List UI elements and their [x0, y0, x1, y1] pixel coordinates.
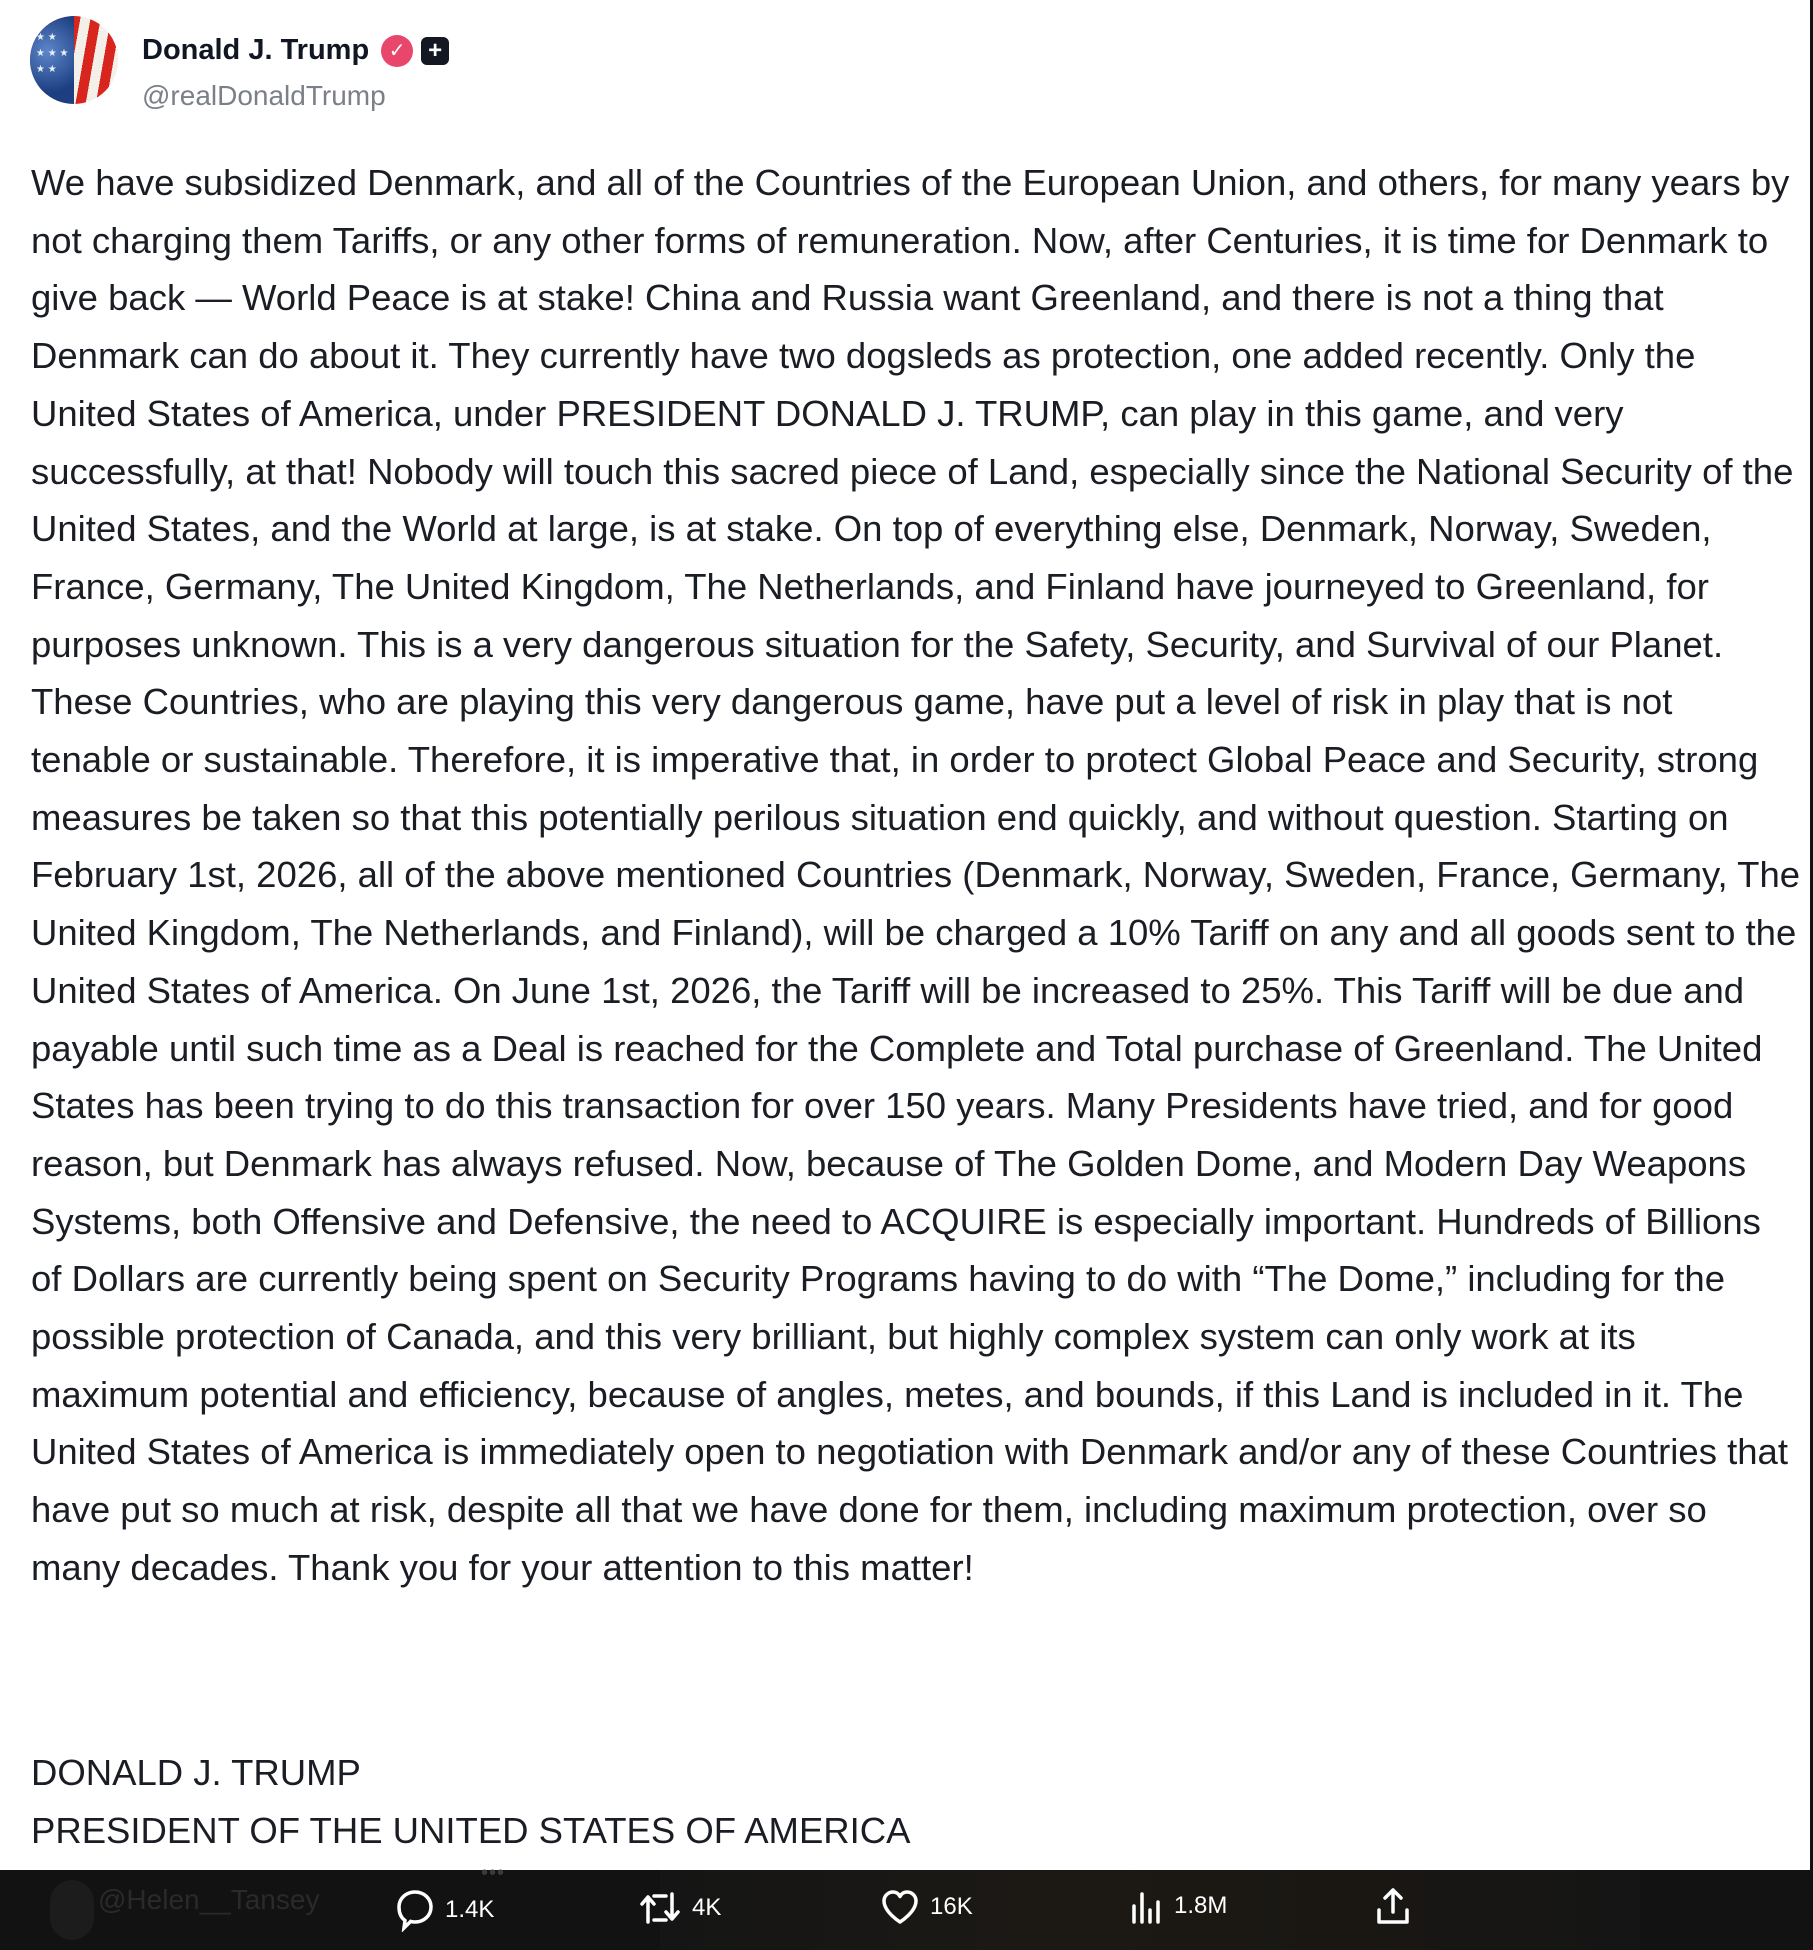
like-count: 16K	[930, 1893, 973, 1920]
background-handle: @Helen__Tansey	[98, 1884, 320, 1915]
reply-count: 1.4K	[445, 1896, 495, 1923]
heart-icon	[880, 1888, 920, 1926]
verified-badge-icon: ✓	[381, 35, 413, 67]
author-handle[interactable]: @realDonaldTrump	[142, 80, 386, 111]
author-display-name[interactable]: Donald J. Trump	[142, 34, 370, 66]
share-upload-icon	[1375, 1886, 1411, 1926]
views-button[interactable]	[1130, 1888, 1227, 1924]
post-body	[31, 154, 1801, 1597]
repost-button[interactable]	[638, 1888, 721, 1928]
bar-chart-icon	[1130, 1888, 1164, 1924]
signature-name: DONALD J. TRUMP	[31, 1752, 361, 1793]
plus-badge-icon: +	[421, 37, 449, 65]
signature-title: PRESIDENT OF THE UNITED STATES OF AMERICA	[31, 1809, 911, 1851]
post-signature	[31, 1744, 911, 1859]
share-button[interactable]	[1375, 1886, 1411, 1926]
post-paragraph: We have subsidized Denmark, and all of the Countries of the European Union, and others, for many years by not charging them Tariffs, or any other forms of remuneration. Now, after Centuries, it is time for Denmark to give back — World Peace is at stake! China and Russia want Greenland, and there is not a thing that Denmark can do about it. They currently have two dogsleds as protection, one added recently. Only the United States of America, under PRESIDENT DONALD J. TRUMP, can play in this game, and very successfully, at that! Nobody will touch this sacred piece of Land, especially since the National Security of the United States, and the World at large, is at stake. On top of everything else, Denmark, Norway, Sweden, France, Germany, The United Kingdom, The Netherlands, and Finland have journeyed to Greenland, for purposes unknown. This is a very dangerous situation for the Safety, Security, and Survival of our Planet. These Countries, who are playing this very dangerous game, have put a level of risk in play that is not tenable or sustainable. Therefore, it is imperative that, in order to protect Global Peace and Security, strong measures be taken so that this potentially perilous situation end quickly, and without question. Starting on February 1st, 2026, all of the above mentioned Countries (Denmark, Norway, Sweden, France, Germany, The United Kingdom, The Netherlands, and Finland), will be charged a 10% Tariff on any and all goods sent to the United States of America. On June 1st, 2026, the Tariff will be increased to 25%. This Tariff will be due and payable until such time as a Deal is reached for the Complete and Total purchase of Greenland. The United States has been trying to do this transaction for over 150 years. Many Presidents have tried, and for good reason, but Denmark has always refused. Now, because of The Golden Dome, and Modern Day Weapons Systems, both Offensive and Defensive, the need to ACQUIRE is especially important. Hundreds of Billions of Dollars are currently being spent on Security Programs having to do with “The Dome,” including for the possible protection of Canada, and this very brilliant, but highly complex system can only work at its maximum potential and efficiency, because of angles, metes, and bounds, if this Land is included in it. The United States of America is immediately open to negotiation with Denmark and/or any of these Countries that have put so much at risk, despite all that we have done for them, including maximum protection, over so many decades. Thank you for your attention to this matter!	[31, 162, 1801, 1588]
action-bar	[0, 1862, 1813, 1950]
more-icon: •••	[481, 1862, 506, 1884]
repost-icon	[638, 1888, 682, 1928]
reply-button[interactable]	[395, 1888, 494, 1932]
avatar[interactable]	[30, 16, 118, 104]
background-avatar	[50, 1880, 94, 1940]
avatar-flag-art	[30, 16, 74, 104]
repost-count: 4K	[692, 1894, 722, 1921]
views-count: 1.8M	[1174, 1892, 1228, 1919]
like-button[interactable]	[880, 1888, 973, 1926]
author-name-row	[142, 34, 449, 67]
reply-bubble-icon	[395, 1888, 435, 1932]
